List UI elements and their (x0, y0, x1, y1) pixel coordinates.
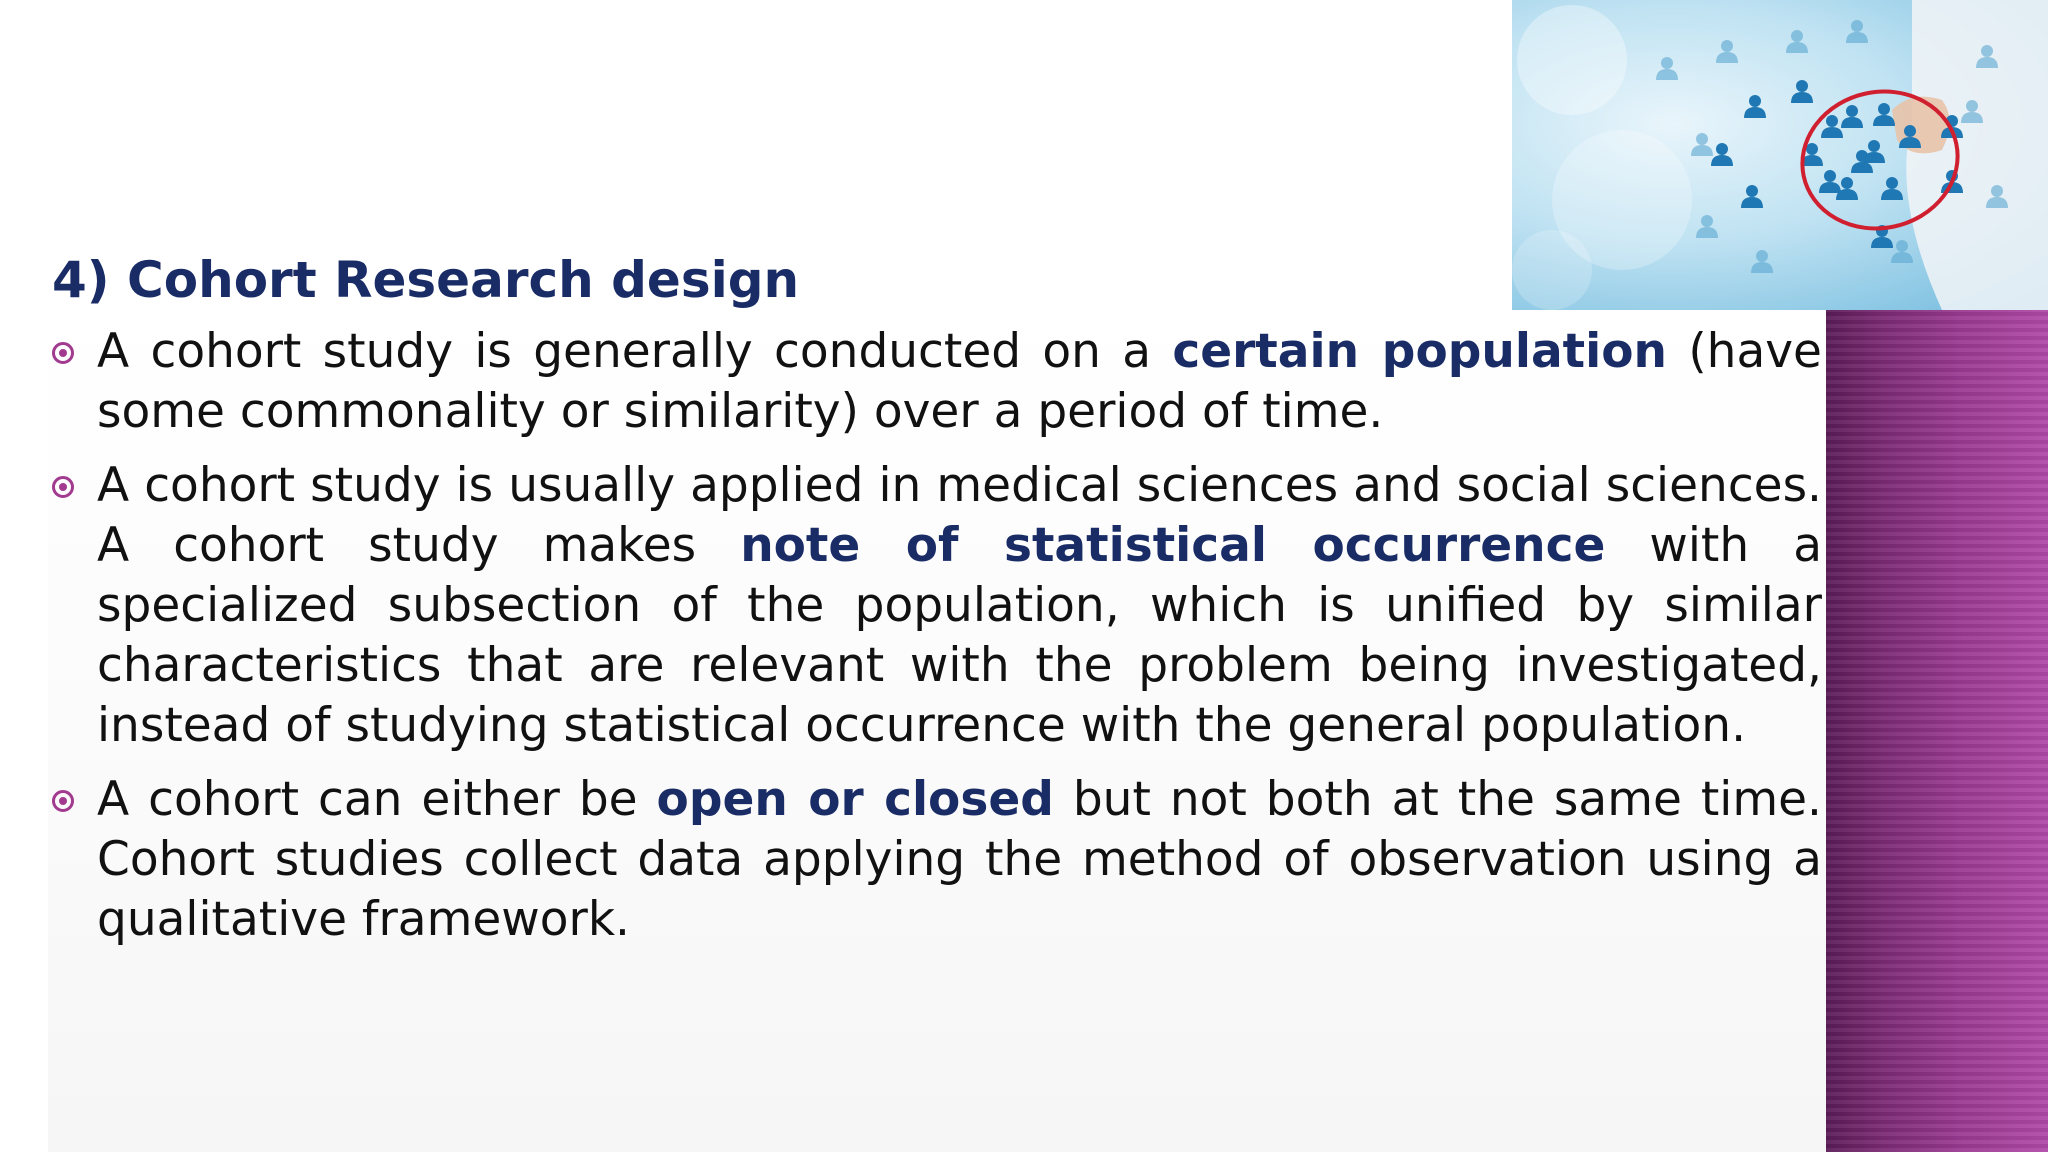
bullet-text: but not both at the same time. Cohort studies collect data applying the method of observation using a qualitative framework. (97, 772, 1822, 947)
highlighted-term: note of statistical occurrence (740, 518, 1606, 573)
network-people-photo (1512, 0, 2048, 310)
people-network-illustration (1512, 0, 2048, 310)
bullet-item-2 (52, 456, 1822, 756)
slide-title: 4) Cohort Research design (52, 251, 800, 309)
bullet-text: A cohort can either be (97, 772, 657, 827)
bullet-item-1 (52, 322, 1822, 442)
bullet-item-3 (52, 770, 1822, 950)
circled-dot-icon (52, 342, 74, 364)
decorative-purple-bar (1826, 310, 2048, 1152)
bullet-text: A cohort study is generally conducted on a (97, 324, 1173, 379)
highlighted-term: certain population (1172, 324, 1667, 379)
circled-dot-icon (52, 790, 74, 812)
bullet-text: with a specialized subsection of the population, which is unified by similar characteristics that are relevant with the problem being investigated, instead of studying statistical occurrence with the general population. (97, 518, 1823, 753)
highlighted-term: open or closed (656, 772, 1054, 827)
bullet-text: (have some commonality or similarity) over a period of time. (97, 324, 1822, 439)
bullet-text: A cohort study is usually applied in medical sciences and social sciences. A cohort study makes (97, 458, 1822, 573)
circled-dot-icon (52, 476, 74, 498)
bullet-list (52, 322, 1822, 964)
